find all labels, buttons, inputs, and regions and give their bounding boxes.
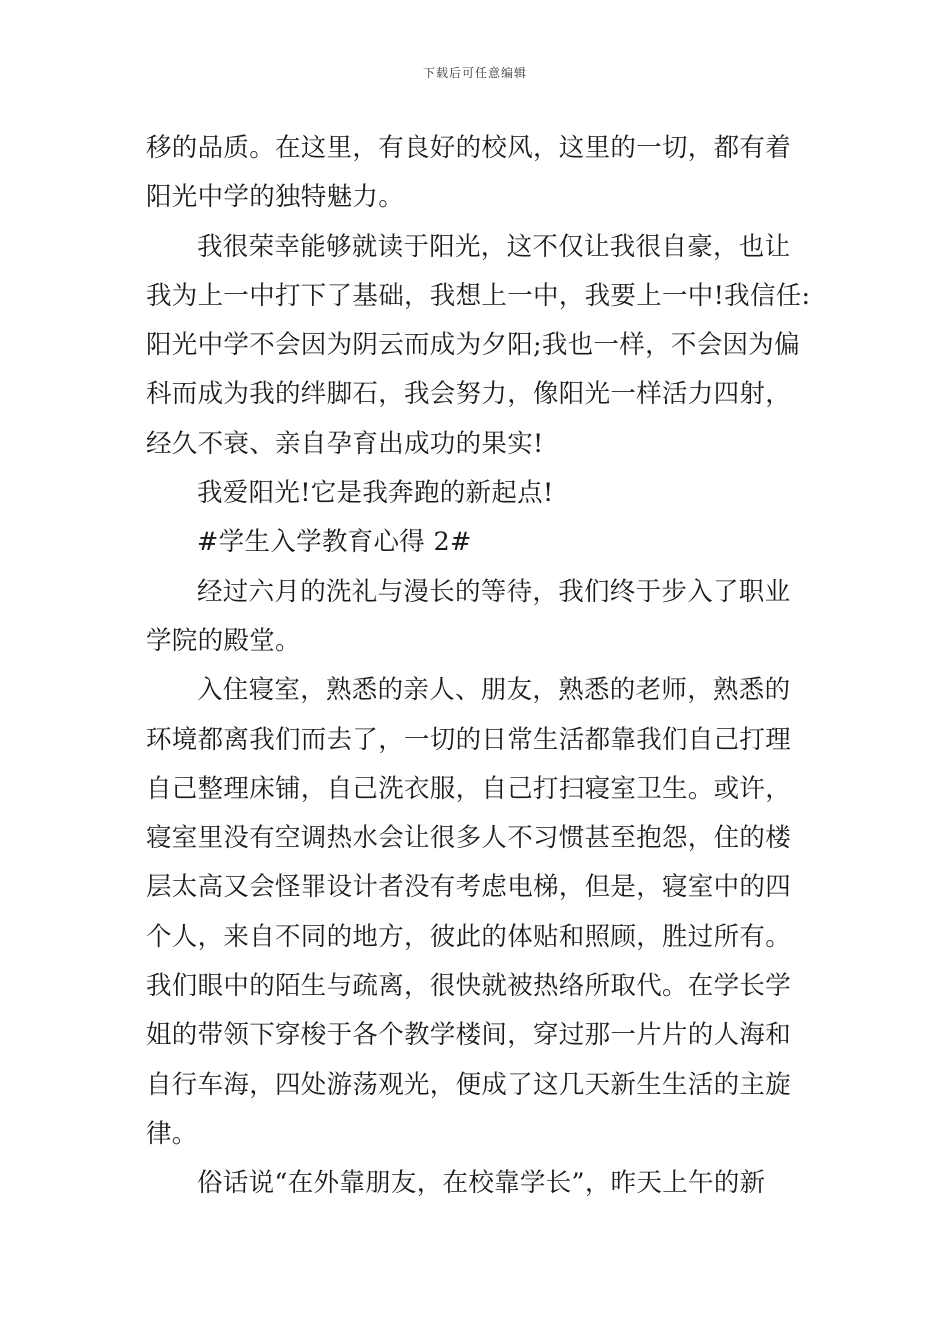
text-line: 学院的殿堂。 bbox=[146, 625, 301, 656]
section-heading: #学生入学教育心得 2# bbox=[197, 527, 472, 558]
text-line: 环境都离我们而去了，一切的日常生活都靠我们自己打理 bbox=[146, 724, 792, 755]
text-line: 阳光中学不会因为阴云而成为夕阳;我也一样，不会因为偏 bbox=[146, 330, 800, 361]
text-line: 移的品质。在这里，有良好的校风，这里的一切，都有着 bbox=[146, 133, 792, 163]
text-line: 姐的带领下穿梭于各个教学楼间，穿过那一片片的人海和 bbox=[146, 1020, 792, 1051]
page-header: 下载后可任意编辑 bbox=[422, 66, 527, 80]
text-line: 科而成为我的绊脚石，我会努力，像阳光一样活力四射， bbox=[146, 379, 792, 410]
text-line: 律。 bbox=[146, 1118, 198, 1149]
text-line: 俗话说“在外靠朋友，在校靠学长”，昨天上午的新 bbox=[197, 1168, 766, 1199]
text-line: 自己整理床铺，自己洗衣服，自己打扫寝室卫生。或许， bbox=[146, 773, 792, 804]
document-body bbox=[146, 124, 811, 1209]
text-line: 自行车海，四处游荡观光，便成了这几天新生生活的主旋 bbox=[146, 1069, 792, 1100]
text-line: 我们眼中的陌生与疏离，很快就被热络所取代。在学长学 bbox=[146, 971, 792, 1002]
text-line: 我为上一中打下了基础，我想上一中，我要上一中!我信任: bbox=[146, 280, 811, 311]
text-line: 经过六月的洗礼与漫长的等待，我们终于步入了职业 bbox=[197, 576, 791, 607]
text-line: 经久不衰、亲自孕育出成功的果实! bbox=[146, 428, 544, 459]
text-line: 入住寝室，熟悉的亲人、朋友，熟悉的老师，熟悉的 bbox=[197, 675, 791, 706]
text-line: 寝室里没有空调热水会让很多人不习惯甚至抱怨，住的楼 bbox=[146, 823, 792, 854]
text-line: 层太高又会怪罪设计者没有考虑电梯，但是，寝室中的四 bbox=[146, 872, 792, 903]
text-line: 我爱阳光!它是我奔跑的新起点! bbox=[197, 478, 554, 509]
text-line: 个人，来自不同的地方，彼此的体贴和照顾，胜过所有。 bbox=[146, 921, 792, 952]
text-line: 阳光中学的独特魅力。 bbox=[146, 182, 405, 213]
text-line: 我很荣幸能够就读于阳光，这不仅让我很自豪，也让 bbox=[197, 231, 791, 262]
